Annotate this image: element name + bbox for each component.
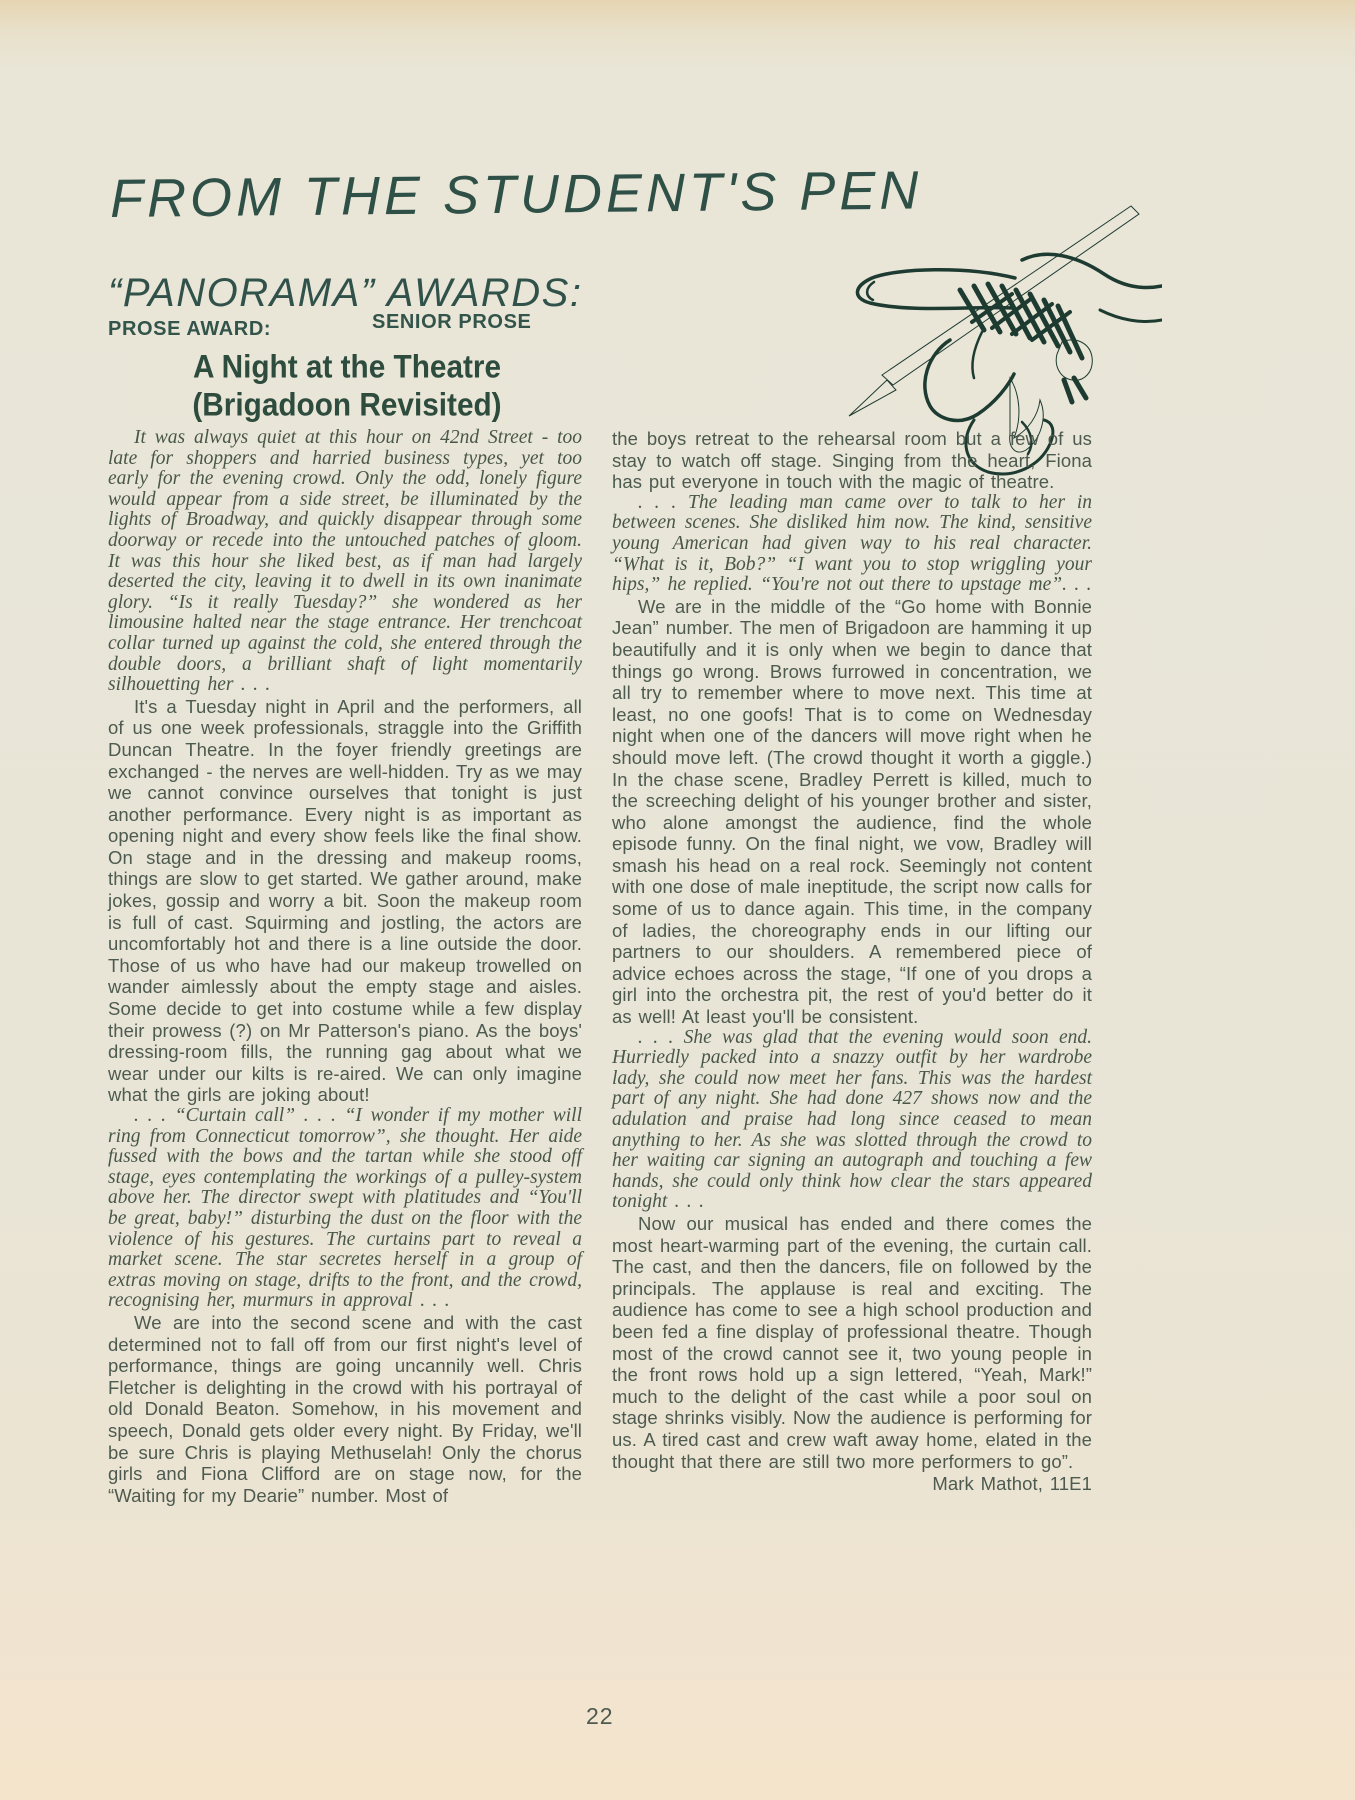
story-paragraph: We are in the middle of the “Go home with Bonnie Jean” number. The men of Brigadoon are hamming it up beautifully and it is only when we begin to dance that things go wrong. Brows furrowed in concentration, we all try to remember where to move next. This time at least, no one goofs! That is to come on Wednesday night when one of the dancers will move right when he should move left. (The crowd thought it worth a giggle.) In the chase scene, Bradley Perrett is killed, much to the screeching delight of his younger brother and sister, who alone amongst the audience, find the whole episode funny. On the final night, we vow, Bradley will smash his head on a real rock. Seemingly not content with one dose of male ineptitude, the script now calls for some of us to dance again. This time, in the company of ladies, the choreography ends in our lifting our partners to our shoulders. A remembered piece of advice echoes across the stage, “If one of you drops a girl into the orchestra pit, the rest of you'd better do it as well! At least you'll be consistent.: [612, 595, 1092, 1028]
story-paragraph: Now our musical has ended and there comes the most heart-warming part of the evening, the curtain call. The cast, and then the dancers, file on followed by the principals. The applause is real and exciting. The audience has come to see a high school production and been fed a fine display of professional theatre. Though most of the crowd cannot see it, two young people in the front rows hold up a sign lettered, “Yeah, Mark!” much to the delight of the cast while a poor soul on stage shrinks visibly. Now the audience is performing for us. A tired cast and crew waft away home, elated in the thought that there are still two more performers to go”.: [612, 1212, 1092, 1472]
story-title-line1: A Night at the Theatre: [192, 347, 502, 385]
story-paragraph: . . . The leading man came over to talk to her in between scenes. She disliked him now. The kind, sensitive young American had given way to his real character. “What is it, Bob?” “I want you to stop wriggling your hips,” he replied. “You're not out there to upstage me”. . .: [612, 491, 1092, 596]
story-paragraph: It's a Tuesday night in April and the performers, all of us one week professionals, straggle into the Griffith Duncan Theatre. In the foyer friendly greetings are exchanged - the nerves are well-hidden. Try as we may we cannot convince ourselves that tonight is just another performance. Every night is as important as opening night and every show feels like the final show. On stage and in the dressing and makeup rooms, things are slow to get started. We gather around, make jokes, gossip and worry a bit. Soon the makeup room is full of cast. Squirming and jostling, the actors are uncomfortably hot and there is a line outside the door. Those of us who have had our makeup trowelled on wander aimlessly about the empty stage and aisles. Some decide to get into costume while a few display their prowess (?) on Mr Patterson's piano. As the boys' dressing-room fills, the running gag about what we wear under our kilts is re-aired. We can only imagine what the girls are joking about!: [108, 695, 582, 1106]
right-text-column: [612, 428, 1092, 1495]
story-paragraph: the boys retreat to the rehearsal room but a few of us stay to watch off stage. Singing from the heart, Fiona has put everyone in touch with the magic of theatre.: [612, 428, 1092, 493]
story-paragraph: . . . “Curtain call” . . . “I wonder if my mother will ring from Connecticut tomorrow”, she thought. Her aide fussed with the bows and the tartan while she stood off stage, eyes contemplating the workings of a pulley-system above her. The director swept with platitudes and “You'll be great, baby!” disturbing the dust on the floor with the violence of his gestures. The curtains part to reveal a market scene. The star secretes herself in a group of extras moving on stage, drifts to the front, and the crowd, recognising her, murmurs in approval . . .: [108, 1105, 582, 1312]
story-paragraph: We are into the second scene and with the cast determined not to fall off from our first night's level of performance, things are going uncannily well. Chris Fletcher is delighting in the crowd with his portrayal of old Donald Beaton. Somehow, in his movement and speech, Donald gets older every night. By Friday, we'll be sure Chris is playing Methuselah! Only the chorus girls and Fiona Clifford are on stage now, for the “Waiting for my Dearie” number. Most of: [108, 1311, 582, 1506]
awards-title: “PANORAMA” AWARDS:: [108, 271, 583, 316]
page-header: FROM THE STUDENT'S PEN: [109, 160, 923, 230]
byline: Mark Mathot, 11E1: [932, 1473, 1092, 1495]
senior-prose-label: SENIOR PROSE: [372, 311, 532, 333]
pen-nib: [849, 380, 896, 416]
story-title-line2: (Brigadoon Revisited): [192, 386, 502, 424]
story-title: [121, 348, 572, 424]
story-paragraph: . . . She was glad that the evening would soon end. Hurriedly packed into a snazzy outfit by her wardrobe lady, she could now meet her fans. This was the hardest part of any night. She had done 427 shows now and the adulation and praise had long since ceased to mean anything to her. As she was slotted through the crowd to her waiting car signing an autograph and touching a few hands, she could only think how clear the stars appeared tonight . . .: [612, 1026, 1092, 1213]
story-paragraph: It was always quiet at this hour on 42nd Street - too late for shoppers and harried business types, yet too early for the evening crowd. Only the odd, lonely figure would appear from a side street, be illuminated by the lights of Broadway, and quickly disappear through some doorway or recede into the untouched patches of gloom. It was this hour she liked best, as if man had largely deserted the city, leaving it to dwell in its own inanimate glory. “Is it really Tuesday?” she wondered as her limousine halted near the stage entrance. Her trenchcoat collar turned up against the cold, she entered through the double doors, a brilliant shaft of light momentarily silhouetting her . . .: [108, 427, 582, 696]
page-number: 22: [586, 1703, 614, 1729]
left-text-column: [108, 428, 582, 1506]
prose-award-label: PROSE AWARD:: [108, 318, 272, 340]
